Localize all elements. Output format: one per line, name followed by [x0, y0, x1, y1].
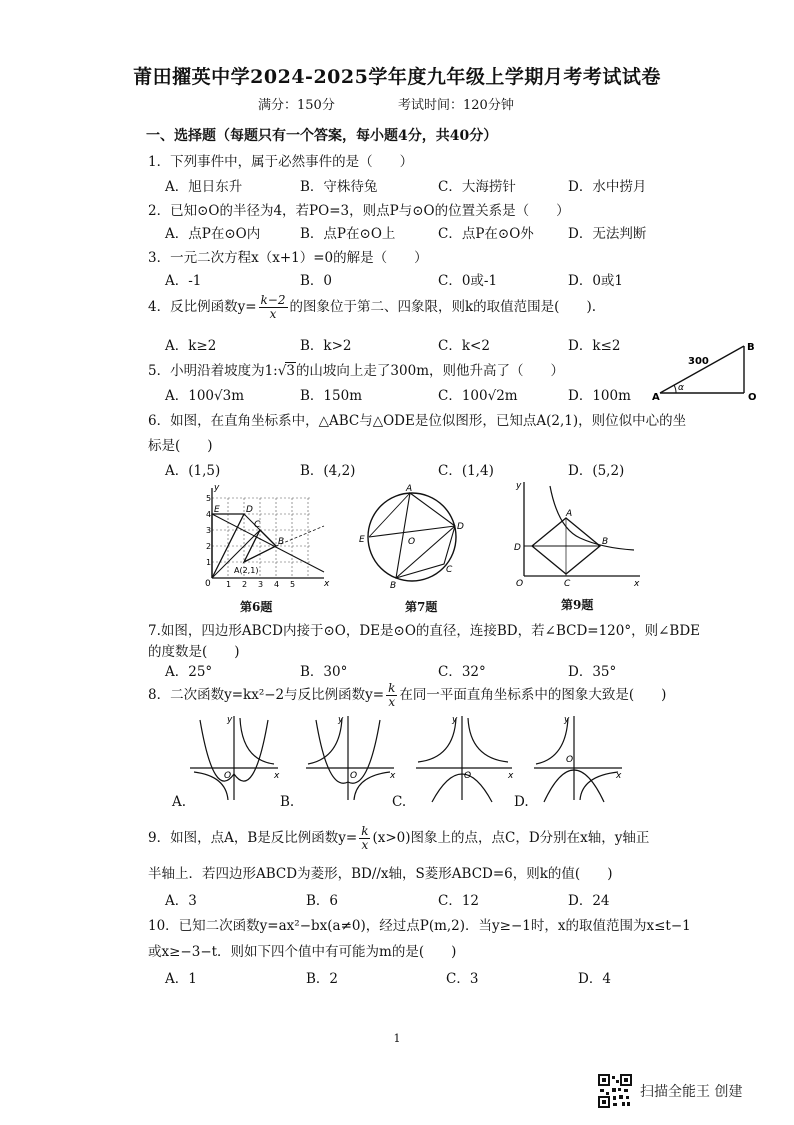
fig7-point-d: D: [457, 522, 464, 532]
q8-option-d: D.: [514, 794, 529, 810]
q7-option-d: D．35°: [568, 664, 617, 680]
q6-option-a: A．(1,5): [165, 463, 221, 479]
q3-option-a: A．-1: [165, 273, 202, 289]
fig7-point-a: A: [406, 484, 413, 494]
graph-c-y-label: y: [452, 715, 458, 725]
q7-option-a: A．25°: [165, 664, 213, 680]
fig7-point-b: B: [390, 581, 397, 591]
q4-fraction-numerator: k−2: [260, 293, 286, 307]
question-3-stem: 3．一元二次方程x（x+1）=0的解是（ ）: [148, 250, 428, 266]
q4-stem-end: 的图象位于第二、四象限，则k的取值范围是( ).: [289, 299, 597, 315]
figure-9-caption: 第9题: [561, 598, 594, 612]
question-4-stem: [148, 294, 596, 321]
graph-a-y-label: y: [227, 715, 233, 725]
q4-fraction: [259, 294, 288, 321]
graph-b-origin: O: [350, 771, 358, 781]
q10-option-a: A．1: [165, 971, 197, 987]
fig6-tick-x2: 2: [242, 580, 248, 589]
q8-graph-c: [412, 712, 516, 804]
q6-option-b: B．(4,2): [300, 463, 356, 479]
fig9-y-label: y: [516, 481, 522, 491]
full-score: 满分：150分: [258, 98, 335, 113]
q6-option-c: C．(1,4): [438, 463, 494, 479]
slope-alpha-label: α: [678, 383, 684, 393]
q8-option-a: A.: [172, 794, 187, 810]
graph-b-hyperbola-1: [308, 718, 342, 764]
question-6-stem-line1: 6．如图，在直角坐标系中，△ABC与△ODE是位似图形，已知点A(2,1)，则位似中心的坐: [148, 413, 687, 429]
fig9-point-a: A: [566, 509, 573, 519]
fig9-x-label: x: [634, 579, 640, 589]
graph-d-y-label: y: [564, 715, 570, 725]
qr-code-icon: [598, 1074, 632, 1108]
graph-a-hyperbola-1: [240, 718, 274, 764]
question-7-stem-line1: 7.如图，四边形ABCD内接于⊙O，DE是⊙O的直径，连接BD，若∠BCD=120°，则∠BDE: [148, 623, 701, 639]
question-8-stem: [148, 682, 666, 709]
fig6-tick-y5: 5: [206, 494, 212, 503]
fig6-tick-y4: 4: [206, 510, 212, 519]
q8-stem-start: 8．二次函数y=kx²−2与反比例函数y=: [148, 687, 385, 703]
q8-graph-b: [302, 712, 398, 804]
q9-fraction-numerator: k: [361, 824, 369, 838]
fig6-point-d: D: [246, 505, 253, 515]
graph-c-x-label: x: [508, 771, 514, 781]
fig6-y-label: y: [214, 483, 220, 493]
fig6-tick-x4: 4: [274, 580, 280, 589]
fig9-point-c: C: [564, 579, 571, 589]
exam-time: 考试时间：120分钟: [398, 98, 514, 113]
graph-a-x-label: x: [274, 771, 280, 781]
q4-stem-start: 4．反比例函数y=: [148, 299, 257, 315]
fig6-point-b: B: [278, 537, 285, 547]
slope-angle-arc: [674, 385, 676, 393]
q4-option-a: A．k≥2: [165, 338, 217, 354]
page-number: 1: [393, 1032, 401, 1045]
fig7-point-e: E: [359, 535, 365, 545]
q1-option-d: D．水中捞月: [568, 179, 647, 195]
q5-slope-figure: [652, 338, 764, 404]
watermark-text: 扫描全能王 创建: [640, 1084, 743, 1100]
q5-stem-end: 的山坡向上走了300m，则他升高了（ ）: [295, 363, 565, 379]
fig6-tick-y3: 3: [206, 526, 212, 535]
q5-option-c: C．100√2m: [438, 388, 518, 404]
question-2-stem: 2．已知⊙O的半径为4，若PO=3，则点P与⊙O的位置关系是（ ）: [148, 203, 570, 219]
q8-fraction: [386, 682, 397, 709]
slope-point-o: O: [748, 392, 757, 403]
fig6-point-a: A(2,1): [234, 566, 259, 575]
fig6-tick-x5: 5: [290, 580, 296, 589]
question-7-stem-line2: 的度数是( ): [148, 644, 240, 660]
q2-option-a: A．点P在⊙O内: [165, 226, 261, 242]
q5-stem-start: 5．小明沿着坡度为1:: [148, 363, 278, 379]
q9-stem-mid: (x>0)图象上的点，点C，D分别在x轴，y轴正: [372, 830, 650, 846]
fig6-x-label: x: [324, 579, 330, 589]
q10-option-b: B．2: [306, 971, 339, 987]
q8-option-b: B.: [280, 794, 295, 810]
q9-option-b: B．6: [306, 893, 339, 909]
question-9-stem-line2: 半轴上．若四边形ABCD为菱形，BD//x轴，S菱形ABCD=6，则k的值( ): [148, 866, 613, 882]
fig6-tick-x1: 1: [226, 580, 232, 589]
q2-option-b: B．点P在⊙O上: [300, 226, 396, 242]
question-10-stem-line1: 10．已知二次函数y=ax²−bx(a≠0)，经过点P(m,2)．当y≥−1时，x的取值范围为x≤t−1: [148, 918, 691, 934]
scanner-watermark: [598, 1074, 742, 1108]
fig6-point-e: E: [214, 505, 220, 515]
q6-option-d: D．(5,2): [568, 463, 625, 479]
fig9-point-d: D: [514, 543, 521, 553]
q1-option-a: A．旭日东升: [165, 179, 243, 195]
q8-stem-end: 在同一平面直角坐标系中的图象大致是( ): [399, 687, 667, 703]
question-5-stem: 5．小明沿着坡度为1:√3的山坡向上走了300m，则他升高了（ ）: [148, 363, 565, 379]
q8-option-c: C.: [392, 794, 407, 810]
question-1-stem: 1．下列事件中，属于必然事件的是（ ）: [148, 154, 414, 170]
q5-option-d: D．100m: [568, 388, 631, 404]
fig7-point-c: C: [446, 565, 453, 575]
figure-9-rhombus: [510, 478, 644, 592]
q1-option-c: C．大海捞针: [438, 179, 516, 195]
fig7-center-o: O: [408, 537, 416, 547]
section-heading: 一、选择题（每题只有一个答案，每小题4分，共40分）: [146, 128, 498, 144]
graph-c-hyperbola-2: [418, 718, 456, 762]
figure-7-circle: [356, 482, 468, 592]
figure-7-caption: 第7题: [405, 600, 438, 614]
q4-option-d: D．k≤2: [568, 338, 621, 354]
graph-b-x-label: x: [390, 771, 396, 781]
grid-lines: [212, 498, 312, 578]
q2-option-d: D．无法判断: [568, 226, 647, 242]
figure-6-grid: [200, 482, 334, 592]
graph-a-origin: O: [224, 771, 232, 781]
fig9-origin: O: [516, 579, 524, 589]
slope-point-b: B: [747, 342, 755, 353]
fig6-tick-y1: 1: [206, 558, 212, 567]
graph-d-x-label: x: [616, 771, 622, 781]
question-10-stem-line2: 或x≥−3−t．则如下四个值中有可能为m的是( ): [148, 944, 457, 960]
slope-length-label: 300: [688, 356, 709, 367]
q4-fraction-denominator: x: [269, 307, 277, 321]
fig6-tick-y2: 2: [206, 542, 212, 551]
q10-option-c: C．3: [446, 971, 479, 987]
slope-point-a: A: [652, 392, 660, 403]
graph-d-origin: O: [566, 755, 574, 765]
q2-option-c: C．点P在⊙O外: [438, 226, 534, 242]
fig6-origin: 0: [205, 579, 211, 589]
graph-c-hyperbola-1: [468, 718, 508, 762]
diameter-de: [369, 526, 455, 537]
graph-c-origin: O: [464, 771, 472, 781]
fig6-tick-x3: 3: [258, 580, 264, 589]
fig6-point-c: C: [254, 520, 261, 530]
q3-option-b: B．0: [300, 273, 333, 289]
graph-a-hyperbola-2: [194, 772, 228, 800]
q9-stem-start: 9．如图，点A，B是反比例函数y=: [148, 830, 358, 846]
q9-fraction: [359, 825, 370, 852]
q9-option-c: C．12: [438, 893, 480, 909]
q9-option-a: A．3: [165, 893, 197, 909]
q5-sqrt-value: 3: [286, 363, 295, 379]
q3-option-c: C．0或-1: [438, 273, 498, 289]
exam-title: 莆田擢英中学2024-2025学年度九年级上学期月考考试试卷: [133, 66, 661, 88]
fig9-point-b: B: [602, 537, 609, 547]
q7-option-b: B．30°: [300, 664, 348, 680]
question-9-stem-line1: [148, 825, 649, 852]
q1-option-b: B．守株待兔: [300, 179, 378, 195]
fig9-hyperbola: [550, 486, 634, 550]
q10-option-d: D．4: [578, 971, 611, 987]
q8-fraction-denominator: x: [388, 695, 396, 709]
slope-hypotenuse: [660, 346, 744, 393]
q9-fraction-denominator: x: [361, 838, 369, 852]
question-6-stem-line2: 标是( ): [148, 438, 213, 454]
q5-option-b: B．150m: [300, 388, 362, 404]
q4-option-b: B．k>2: [300, 338, 352, 354]
q9-option-d: D．24: [568, 893, 610, 909]
figure-6-caption: 第6题: [240, 600, 273, 614]
graph-b-hyperbola-2: [354, 772, 390, 800]
q8-graph-d: [530, 712, 626, 804]
q4-option-c: C．k<2: [438, 338, 490, 354]
q8-fraction-numerator: k: [388, 681, 396, 695]
q7-option-c: C．32°: [438, 664, 486, 680]
q3-option-d: D．0或1: [568, 273, 624, 289]
graph-b-y-label: y: [338, 715, 344, 725]
graph-d-hyperbola-2: [580, 772, 618, 800]
q5-option-a: A．100√3m: [165, 388, 245, 404]
q8-graph-a: [186, 712, 282, 804]
